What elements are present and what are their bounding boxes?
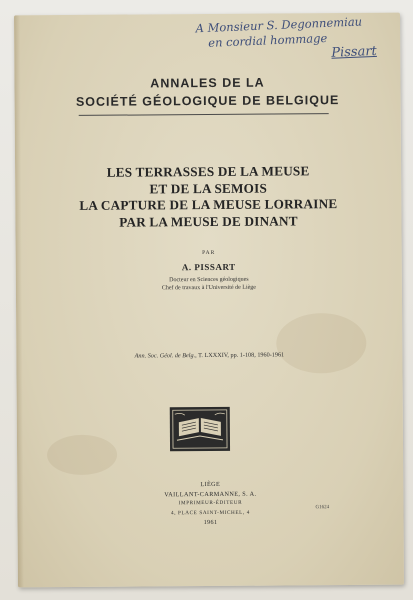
byline-par: PAR <box>202 249 216 257</box>
imprint-role: IMPRIMEUR-ÉDITEUR <box>178 499 243 507</box>
series-line-1: ANNALES DE LA <box>150 75 265 91</box>
paper-stain <box>276 313 366 374</box>
dedication-line-2: en cordial hommage <box>207 30 328 50</box>
dedication-signature: Pissart <box>331 43 378 61</box>
imprint-year: 1961 <box>203 518 218 527</box>
pamphlet-cover <box>14 13 404 588</box>
author-name: A. PISSART <box>181 261 236 273</box>
title-line-2: ET DE LA SEMOIS <box>149 180 268 196</box>
citation-details: T. LXXXIV, pp. 1-108, 1960-1961 <box>198 351 285 360</box>
affiliation-line-2: Chef de travaux à l'Université de Liège <box>161 284 256 292</box>
title-line-3: LA CAPTURE DE LA MEUSE LORRAINE <box>79 196 338 213</box>
author-affiliation <box>16 275 402 294</box>
open-book-emblem-icon <box>169 406 231 452</box>
document-title <box>15 163 401 232</box>
paper-stain <box>47 435 117 475</box>
dedication-line-1: A Monsieur S. Degonnemiau <box>195 14 363 36</box>
imprint-city: LIÈGE <box>200 480 221 489</box>
imprint-address: 4, PLACE SAINT-MICHEL, 4 <box>170 509 250 516</box>
series-title <box>14 73 400 112</box>
print-number: G1624 <box>315 505 330 511</box>
imprint <box>17 479 403 529</box>
handwritten-dedication <box>195 13 387 66</box>
affiliation-line-1: Docteur en Sciences géologiques <box>169 276 249 284</box>
title-line-1: LES TERRASSES DE LA MEUSE <box>106 163 310 180</box>
citation-journal: Ann. Soc. Géol. de Belg., <box>134 352 197 360</box>
series-divider <box>79 113 329 116</box>
series-line-2: SOCIÉTÉ GÉOLOGIQUE DE BELGIQUE <box>75 93 340 109</box>
imprint-publisher: VAILLANT-CARMANNE, S. A. <box>164 490 257 498</box>
title-line-4: PAR LA MEUSE DE DINANT <box>119 212 298 230</box>
